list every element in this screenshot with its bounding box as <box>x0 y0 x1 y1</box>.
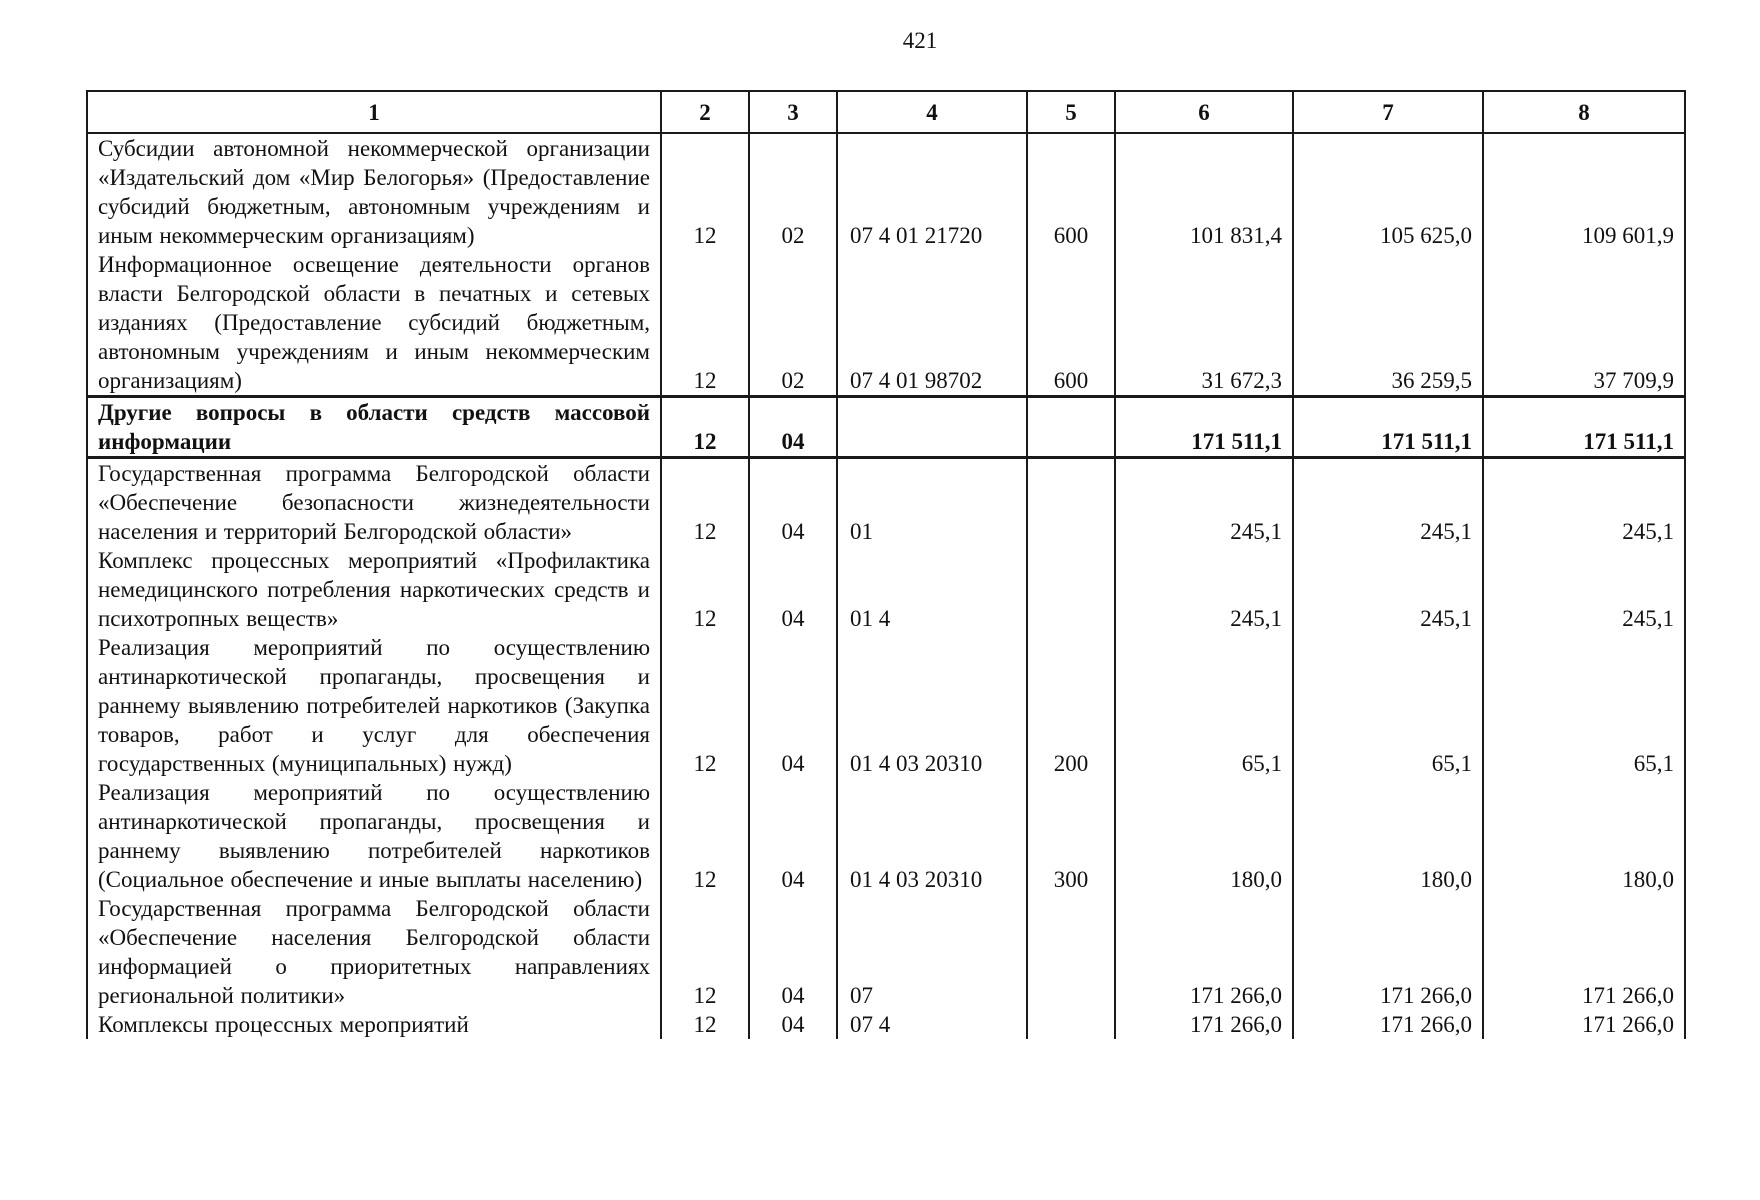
amount-col6: 180,0 <box>1115 778 1293 894</box>
header-row <box>87 91 1685 133</box>
row-name: Другие вопросы в области средств массовой информации <box>87 397 661 458</box>
section-code: 12 <box>661 1010 749 1039</box>
amount-col7: 245,1 <box>1293 458 1483 547</box>
subsection-code: 04 <box>749 546 837 633</box>
subsection-code: 04 <box>749 1010 837 1039</box>
amount-col8: 245,1 <box>1483 546 1685 633</box>
expense-type-code <box>1027 894 1115 1010</box>
target-article-code: 07 4 01 21720 <box>837 133 1027 250</box>
target-article-code: 01 <box>837 458 1027 547</box>
column-header: 2 <box>661 91 749 133</box>
table-row <box>87 1010 1685 1039</box>
amount-col7: 171 266,0 <box>1293 1010 1483 1039</box>
target-article-code: 07 4 <box>837 1010 1027 1039</box>
amount-col7: 171 266,0 <box>1293 894 1483 1010</box>
row-name: Комплекс процессных мероприятий «Профилактика немедицинского потребления наркотических средств и психотропных веществ» <box>87 546 661 633</box>
column-header: 1 <box>87 91 661 133</box>
column-header: 4 <box>837 91 1027 133</box>
page-number: 421 <box>902 28 938 53</box>
row-name: Информационное освещение деятельности органов власти Белгородской области в печатных и сетевых изданиях (Предоставление субсидий бюджетным, автономным учреждениям и иным некоммерческим организациям) <box>87 250 661 397</box>
section-code: 12 <box>661 397 749 458</box>
amount-col8: 37 709,9 <box>1483 250 1685 397</box>
expense-type-code <box>1027 397 1115 458</box>
table-row <box>87 250 1685 397</box>
section-code: 12 <box>661 633 749 778</box>
amount-col7: 105 625,0 <box>1293 133 1483 250</box>
table-row <box>87 894 1685 1010</box>
amount-col6: 31 672,3 <box>1115 250 1293 397</box>
table-row <box>87 546 1685 633</box>
column-header: 7 <box>1293 91 1483 133</box>
target-article-code: 01 4 03 20310 <box>837 633 1027 778</box>
amount-col8: 109 601,9 <box>1483 133 1685 250</box>
target-article-code: 07 4 01 98702 <box>837 250 1027 397</box>
amount-col6: 65,1 <box>1115 633 1293 778</box>
table-row <box>87 633 1685 778</box>
amount-col6: 245,1 <box>1115 546 1293 633</box>
amount-col7: 65,1 <box>1293 633 1483 778</box>
amount-col7: 245,1 <box>1293 546 1483 633</box>
row-name: Государственная программа Белгородской области «Обеспечение населения Белгородской области информацией о приоритетных направлениях региональной политики» <box>87 894 661 1010</box>
expense-type-code <box>1027 546 1115 633</box>
expense-type-code: 600 <box>1027 250 1115 397</box>
section-code: 12 <box>661 546 749 633</box>
budget-table <box>86 90 1686 1039</box>
target-article-code: 07 <box>837 894 1027 1010</box>
row-name: Реализация мероприятий по осуществлению антинаркотической пропаганды, просвещения и раннему выявлению потребителей наркотиков (Социальное обеспечение и иные выплаты населению) <box>87 778 661 894</box>
amount-col8: 245,1 <box>1483 458 1685 547</box>
column-header: 6 <box>1115 91 1293 133</box>
table-row <box>87 133 1685 250</box>
table-row <box>87 458 1685 547</box>
subsection-code: 04 <box>749 397 837 458</box>
section-code: 12 <box>661 894 749 1010</box>
amount-col8: 65,1 <box>1483 633 1685 778</box>
subsection-code: 04 <box>749 894 837 1010</box>
expense-type-code: 600 <box>1027 133 1115 250</box>
target-article-code: 01 4 <box>837 546 1027 633</box>
amount-col8: 171 266,0 <box>1483 894 1685 1010</box>
subsection-code: 04 <box>749 458 837 547</box>
section-code: 12 <box>661 458 749 547</box>
amount-col6: 245,1 <box>1115 458 1293 547</box>
amount-col6: 171 266,0 <box>1115 1010 1293 1039</box>
column-header: 3 <box>749 91 837 133</box>
expense-type-code <box>1027 1010 1115 1039</box>
subsection-code: 02 <box>749 250 837 397</box>
subsection-code: 02 <box>749 133 837 250</box>
row-name: Государственная программа Белгородской области «Обеспечение безопасности жизнедеятельности населения и территорий Белгородской области» <box>87 458 661 547</box>
table-row <box>87 778 1685 894</box>
amount-col8: 171 511,1 <box>1483 397 1685 458</box>
subsection-code: 04 <box>749 778 837 894</box>
amount-col8: 180,0 <box>1483 778 1685 894</box>
amount-col7: 171 511,1 <box>1293 397 1483 458</box>
target-article-code <box>837 397 1027 458</box>
row-name: Реализация мероприятий по осуществлению антинаркотической пропаганды, просвещения и раннему выявлению потребителей наркотиков (Закупка товаров, работ и услуг для обеспечения государственных (муниципальных) нужд) <box>87 633 661 778</box>
section-code: 12 <box>661 778 749 894</box>
section-code: 12 <box>661 133 749 250</box>
amount-col7: 36 259,5 <box>1293 250 1483 397</box>
amount-col6: 171 266,0 <box>1115 894 1293 1010</box>
column-header: 8 <box>1483 91 1685 133</box>
amount-col7: 180,0 <box>1293 778 1483 894</box>
expense-type-code <box>1027 458 1115 547</box>
row-name: Субсидии автономной некоммерческой организации «Издательский дом «Мир Белогорья» (Предоставление субсидий бюджетным, автономным учреждениям и иным некоммерческим организациям) <box>87 133 661 250</box>
amount-col6: 171 511,1 <box>1115 397 1293 458</box>
expense-type-code: 300 <box>1027 778 1115 894</box>
amount-col6: 101 831,4 <box>1115 133 1293 250</box>
expense-type-code: 200 <box>1027 633 1115 778</box>
subsection-code: 04 <box>749 633 837 778</box>
section-code: 12 <box>661 250 749 397</box>
table-row-subtotal <box>87 397 1685 458</box>
row-name: Комплексы процессных мероприятий <box>87 1010 661 1039</box>
amount-col8: 171 266,0 <box>1483 1010 1685 1039</box>
column-header: 5 <box>1027 91 1115 133</box>
target-article-code: 01 4 03 20310 <box>837 778 1027 894</box>
